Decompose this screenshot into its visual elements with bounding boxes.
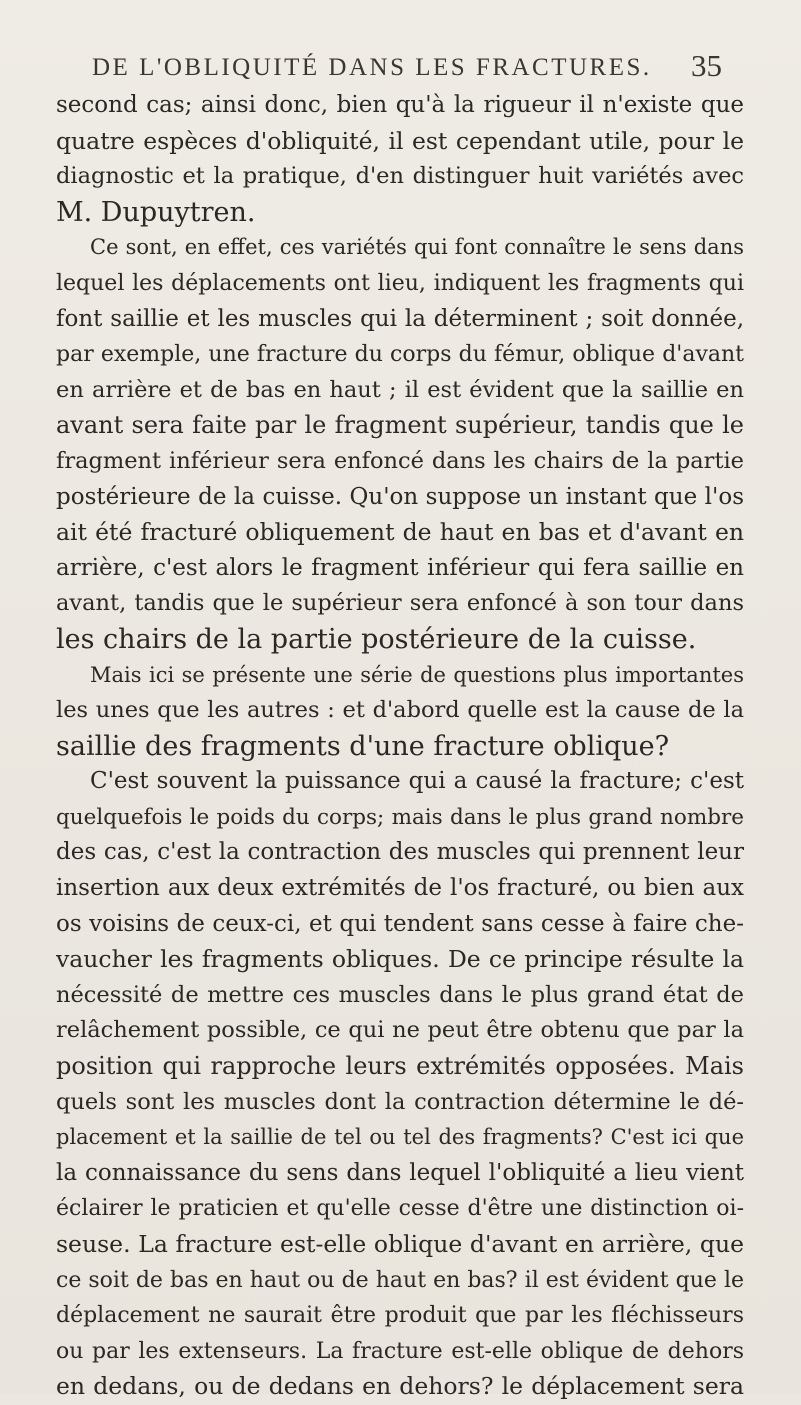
text-line: postérieure de la cuisse. Qu'on suppose un instant que l'os [56,483,744,510]
body-text [56,88,744,1405]
text-line: font saillie et les muscles qui la déterminent ; soit donnée, [56,305,744,332]
text-line: en dedans, ou de dedans en dehors? le déplacement sera [56,1372,744,1401]
text-line: os voisins de ceux-ci, et qui tendent sans cesse à faire che- [56,910,744,937]
text-line: quatre espèces d'obliquité, il est cependant utile, pour le [56,126,744,155]
text-line: quels sont les muscles dont la contraction détermine le dé- [56,1088,744,1115]
text-line: ce soit de bas en haut ou de haut en bas? il est évident que le [56,1267,744,1293]
text-line: avant sera faite par le fragment supérieur, tandis que le [56,411,744,440]
text-line: les chairs de la partie postérieure de la cuisse. [56,623,697,655]
text-line: la connaissance du sens dans lequel l'obliquité a lieu vient [56,1159,744,1186]
text-line: les unes que les autres : et d'abord quelle est la cause de la [56,697,744,724]
text-line: ou par les extenseurs. La fracture est-elle oblique de dehors [56,1338,744,1364]
text-line: C'est souvent la puissance qui a causé la fracture; c'est [90,768,744,795]
text-line: en arrière et de bas en haut ; il est évident que la saillie en [56,376,744,403]
text-line: Ce sont, en effet, ces variétés qui font connaître le sens dans [90,235,744,260]
text-line: position qui rapproche leurs extrémités opposées. Mais [56,1052,744,1081]
text-line: M. Dupuytren. [56,196,256,228]
text-line: vaucher les fragments obliques. De ce principe résulte la [56,945,744,974]
text-line: saillie des fragments d'une fracture oblique? [56,730,670,762]
text-line: avant, tandis que le supérieur sera enfoncé à son tour dans [56,590,744,617]
text-line: quelquefois le poids du corps; mais dans le plus grand nombre [56,804,744,830]
text-line: ait été fracturé obliquement de haut en bas et d'avant en [56,518,744,547]
text-line: des cas, c'est la contraction des muscles qui prennent leur [56,839,744,866]
text-line: diagnostic et la pratique, d'en distinguer huit variétés avec [56,163,744,190]
text-line: insertion aux deux extrémités de l'os fracturé, ou bien aux [56,875,744,902]
text-line: second cas; ainsi donc, bien qu'à la rigueur il n'existe que [56,92,744,118]
text-line: relâchement possible, ce qui ne peut être obtenu que par la [56,1017,744,1044]
text-line: nécessité de mettre ces muscles dans le plus grand état de [56,981,744,1008]
text-line: lequel les déplacements ont lieu, indiquent les fragments qui [56,270,744,296]
text-line: seuse. La fracture est-elle oblique d'avant en arrière, que [56,1230,744,1258]
page-header [92,48,732,84]
running-head: DE L'OBLIQUITÉ DANS LES FRACTURES. [92,54,652,81]
text-line: déplacement ne saurait être produit que par les fléchisseurs [56,1303,744,1329]
text-line: Mais ici se présente une série de questions plus importantes [90,662,744,687]
text-line: fragment inférieur sera enfoncé dans les chairs de la partie [56,447,744,474]
text-line: éclairer le praticien et qu'elle cesse d'être une distinction oi- [56,1196,744,1222]
text-line: arrière, c'est alors le fragment inférieur qui fera saillie en [56,554,744,581]
text-line: par exemple, une fracture du corps du fémur, oblique d'avant [56,342,744,368]
text-line: placement et la saillie de tel ou tel des fragments? C'est ici que [56,1125,744,1150]
page-number: 35 [691,48,722,83]
